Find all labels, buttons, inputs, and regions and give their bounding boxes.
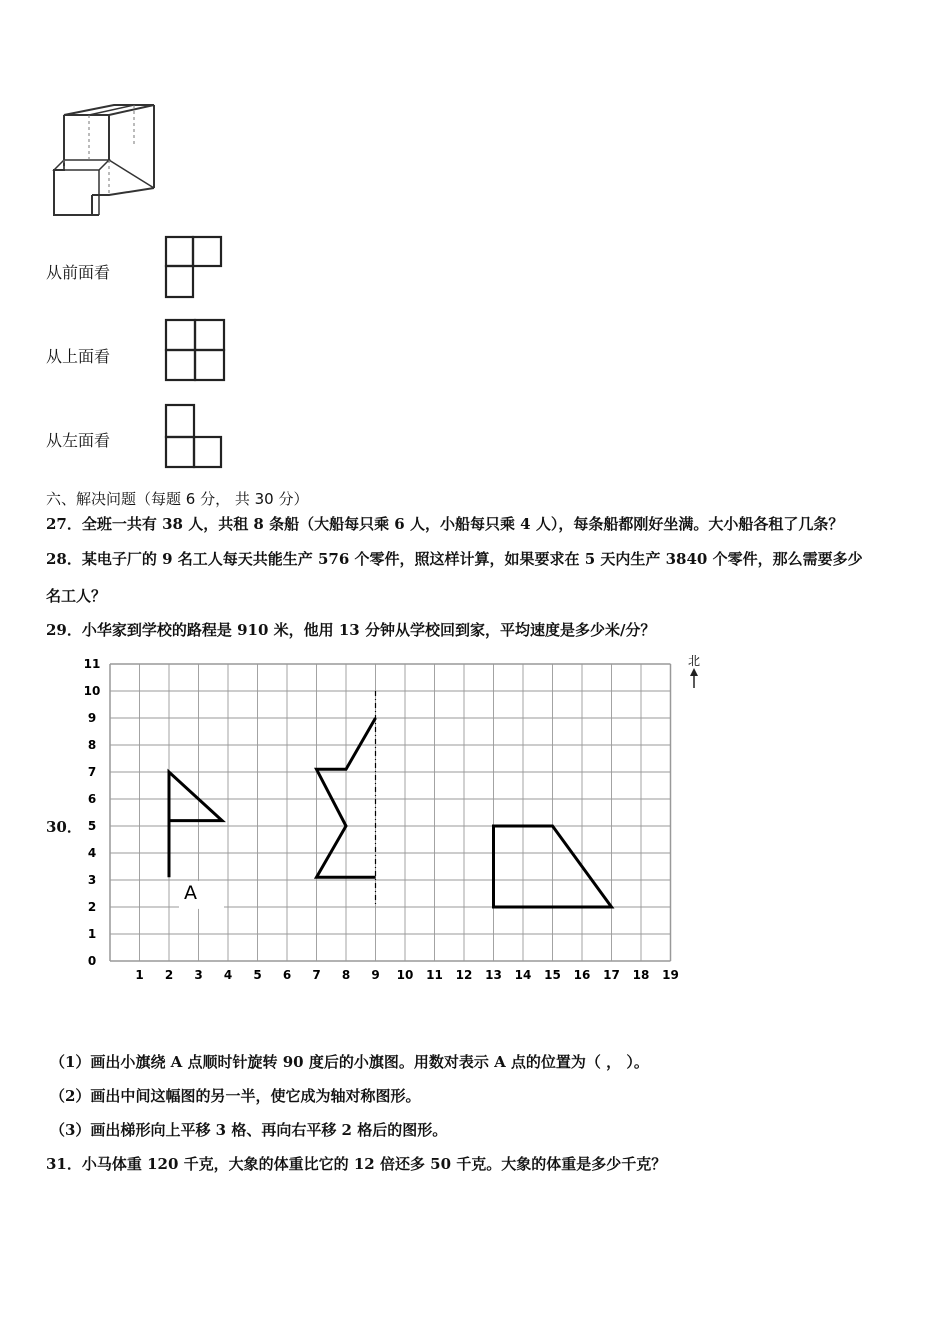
- x-tick-label: 19: [662, 968, 679, 982]
- x-tick-label: 10: [396, 968, 414, 982]
- x-tick-label: 14: [514, 968, 532, 982]
- question-27: 27．全班一共有 38 人，共租 8 条船（大船每只乘 6 人，小船每只乘 4 人），每条船都刚好坐满。大小船各租了几条？: [46, 515, 844, 533]
- y-tick-label: 4: [87, 846, 97, 860]
- x-tick-label: 1: [135, 968, 144, 982]
- x-tick-label: 3: [194, 968, 203, 982]
- point-a-label: A: [184, 881, 197, 904]
- question-28-line-2: 名工人？: [46, 587, 107, 605]
- view-label-front: 从前面看: [46, 263, 111, 282]
- y-tick-label: 6: [87, 792, 97, 806]
- y-tick-label: 11: [83, 657, 101, 671]
- front-view-figure: [164, 235, 224, 301]
- x-tick-label: 7: [312, 968, 321, 982]
- question-30-part-1: （1）画出小旗绕 A 点顺时针旋转 90 度后的小旗图。用数对表示 A 点的位置为（ ， ）。: [50, 1053, 649, 1071]
- section-title: 六、解决问题（每题 6 分， 共 30 分）: [46, 490, 309, 508]
- question-31: 31．小马体重 120 千克，大象的体重比它的 12 倍还多 50 千克。大象的体重是多少千克？: [46, 1155, 667, 1173]
- x-tick-label: 6: [282, 968, 292, 982]
- x-tick-label: 12: [455, 968, 473, 982]
- x-tick-label: 4: [223, 968, 233, 982]
- x-tick-label: 11: [426, 968, 443, 982]
- flag-shape: [169, 772, 222, 877]
- y-tick-label: 0: [87, 954, 97, 968]
- top-view-figure: [164, 318, 228, 384]
- y-tick-label: 3: [87, 873, 97, 887]
- x-tick-label: 15: [544, 968, 561, 982]
- north-indicator: [688, 654, 700, 688]
- y-tick-label: 2: [87, 900, 97, 914]
- north-arrow-icon: [690, 668, 698, 676]
- x-tick-label: 5: [253, 968, 262, 982]
- question-29: 29．小华家到学校的路程是 910 米，他用 13 分钟从学校回到家，平均速度是多少米/分？: [46, 621, 656, 639]
- question-30-label: 30．: [46, 818, 82, 836]
- question-30-part-3: （3）画出梯形向上平移 3 格、再向右平移 2 格后的图形。: [50, 1121, 448, 1139]
- cube-figure: [44, 100, 160, 220]
- x-tick-label: 17: [603, 968, 620, 982]
- y-tick-label: 10: [83, 684, 101, 698]
- north-label: 北: [687, 654, 701, 668]
- x-tick-label: 9: [371, 968, 380, 982]
- view-label-top: 从上面看: [46, 347, 111, 366]
- x-tick-label: 13: [485, 968, 502, 982]
- y-tick-label: 8: [87, 738, 97, 752]
- coordinate-grid: [70, 650, 710, 995]
- x-tick-label: 16: [573, 968, 591, 982]
- left-view-figure: [164, 403, 226, 471]
- question-28-line-1: 28．某电子厂的 9 名工人每天共能生产 576 个零件，照这样计算，如果要求在 5 天内生产 3840 个零件，那么需要多少: [46, 550, 863, 568]
- y-tick-label: 1: [87, 927, 97, 941]
- x-tick-label: 8: [341, 968, 351, 982]
- y-tick-label: 7: [87, 765, 97, 779]
- y-tick-label: 9: [87, 711, 97, 725]
- x-tick-label: 18: [632, 968, 650, 982]
- view-label-left: 从左面看: [46, 431, 111, 450]
- y-tick-label: 5: [87, 819, 97, 833]
- x-tick-label: 2: [164, 968, 174, 982]
- question-30-part-2: （2）画出中间这幅图的另一半，使它成为轴对称图形。: [50, 1087, 421, 1105]
